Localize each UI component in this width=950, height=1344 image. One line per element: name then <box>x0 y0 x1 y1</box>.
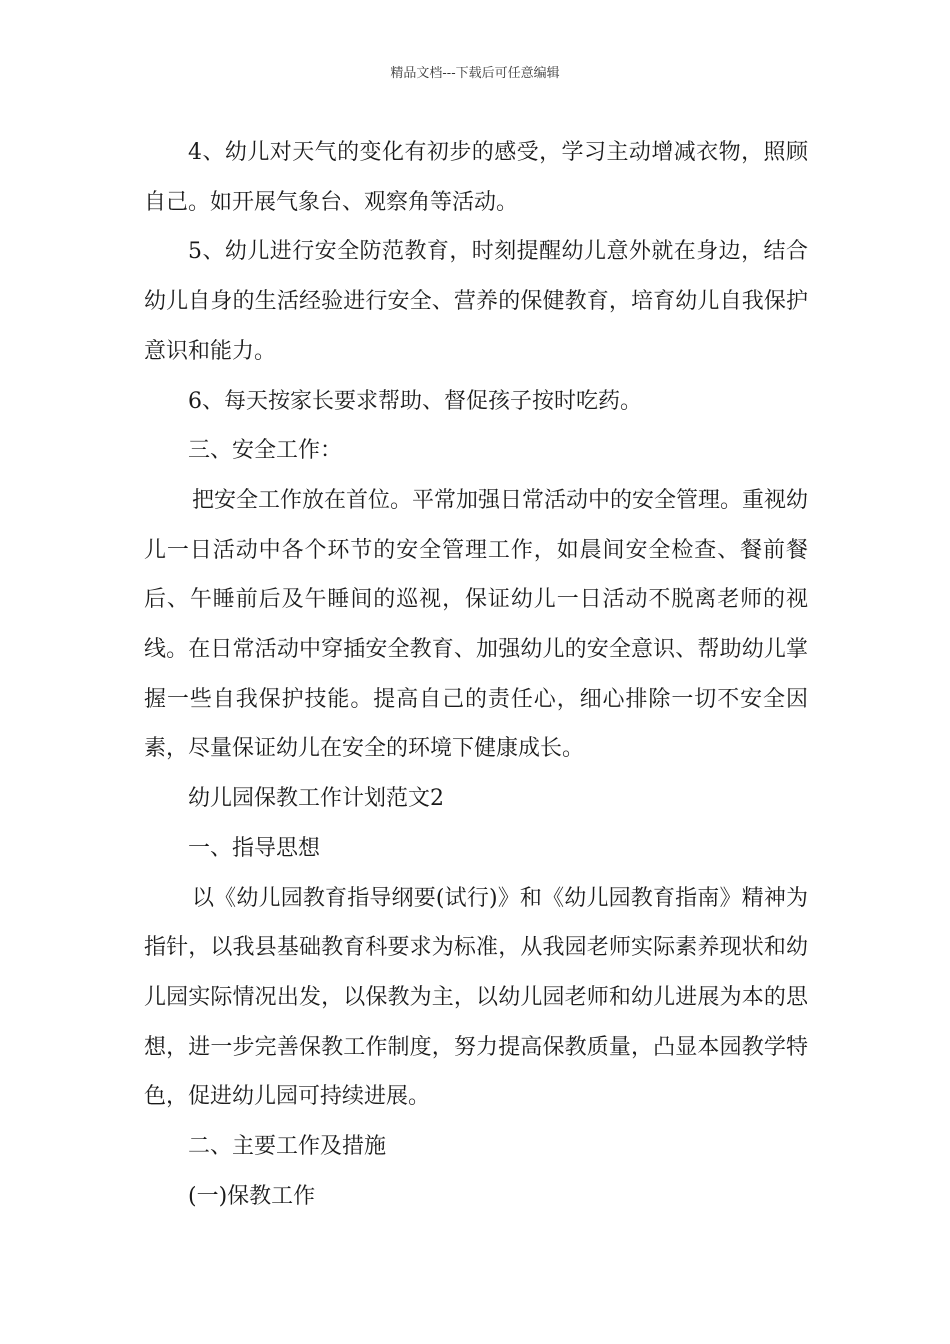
subsection-heading-care: (一)保教工作 <box>188 1183 316 1209</box>
paragraph-item-6: 6、每天按家长要求帮助、督促孩子按时吃药。 <box>188 388 642 414</box>
paragraph-safety: 把安全工作放在首位。平常加强日常活动中的安全管理。重视幼儿一日活动中各个环节的安全管理工作，如晨间安全检查、餐前餐后、午睡前后及午睡间的巡视，保证幼儿一日活动不脱离老师的视线。在日常活动中穿插安全教育、加强幼儿的安全意识、帮助幼儿掌握一些自我保护技能。提高自己的责任心，细心排除一切不安全因素，尽量保证幼儿在安全的环境下健康成长。 <box>144 487 809 762</box>
section-heading-safety: 三、安全工作： <box>188 438 343 464</box>
page-header: 精品文档---下载后可任意编辑 <box>390 66 560 81</box>
section-heading-guidance: 一、指导思想 <box>188 835 321 861</box>
document-body <box>144 128 808 1221</box>
paragraph-guidance: 以《幼儿园教育指导纲要(试行)》和《幼儿园教育指南》精神为指针，以我县基础教育科要求为标准，从我园老师实际素养现状和幼儿园实际情况出发，以保教为主，以幼儿园老师和幼儿进展为本的思想，进一步完善保教工作制度，努力提高保教质量，凸显本园教学特色，促进幼儿园可持续进展。 <box>144 885 808 1110</box>
document-subtitle: 幼儿园保教工作计划范文2 <box>188 786 444 812</box>
section-heading-main-work: 二、主要工作及措施 <box>188 1134 387 1160</box>
paragraph-item-5: 5、幼儿进行安全防范教育，时刻提醒幼儿意外就在身边，结合幼儿自身的生活经验进行安全、营养的保健教育，培育幼儿自我保护意识和能力。 <box>144 239 808 364</box>
paragraph-item-4: 4、幼儿对天气的变化有初步的感受，学习主动增减衣物，照顾自己。如开展气象台、观察角等活动。 <box>144 140 808 215</box>
